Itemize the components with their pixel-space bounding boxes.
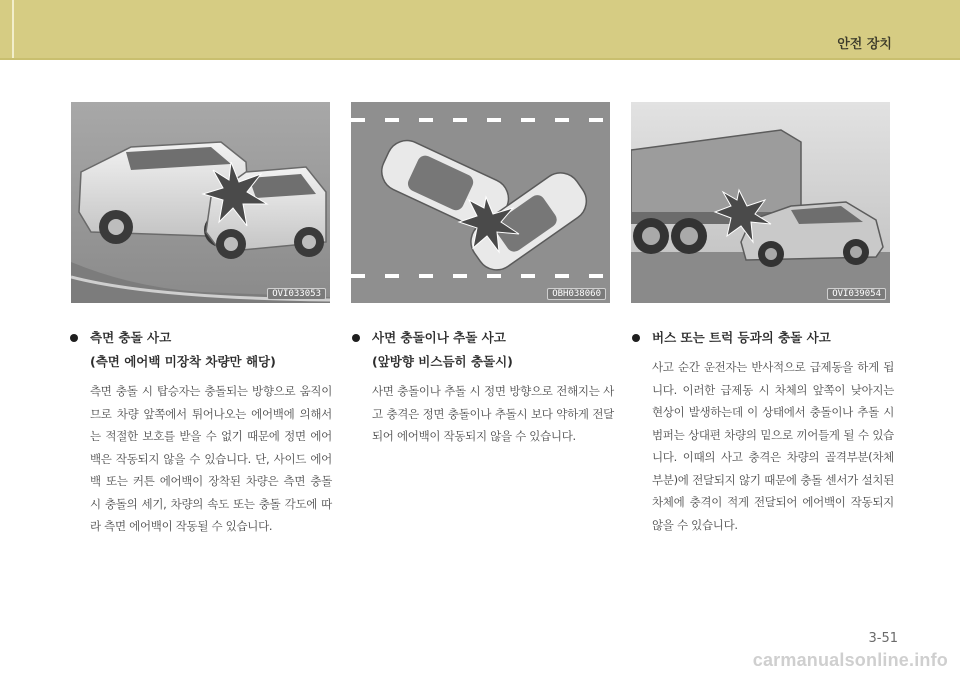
header-band: [0, 0, 960, 58]
figure-side-collision: [71, 102, 330, 303]
truck-collision-illustration: [631, 102, 890, 303]
oblique-collision-illustration: [351, 102, 610, 303]
figure-code: OVI039054: [827, 288, 886, 300]
heading-line-1: 버스 또는 트럭 등과의 충돌 사고: [652, 330, 831, 345]
body-paragraph: 측면 충돌 시 탑승자는 충돌되는 방향으로 움직이므로 차량 앞쪽에서 튀어나오는 에어백에 의해서는 적절한 보호를 받을 수 없기 때문에 정면 에어백은 작동되지 않을 수 있습니다. 단, 사이드 에어백 또는 커튼 에어백이 장착된 차량은 측면 충돌 시 충돌의 세기, 차량의 속도 또는 충돌 각도에 따라 측면 에어백이 작동될 수 있습니다.: [90, 384, 332, 533]
column-oblique-collision: [352, 326, 614, 448]
bullet-icon: [632, 334, 640, 342]
header-margin-rule: [12, 0, 14, 58]
body-paragraph: 사면 충돌이나 추돌 시 정면 방향으로 전해지는 사고 충격은 정면 충돌이나 추돌시 보다 약하게 전달되어 에어백이 작동되지 않을 수 있습니다.: [372, 384, 614, 443]
heading-line-2: (앞방향 비스듬히 충돌시): [372, 354, 513, 369]
section-title: 안전 장치: [837, 37, 892, 52]
heading-line-2: (측면 에어백 미장착 차량만 해당): [90, 354, 276, 369]
column-side-collision: [70, 326, 332, 538]
bullet-icon: [70, 334, 78, 342]
bullet-heading: [352, 326, 614, 374]
bullet-heading: [632, 326, 894, 350]
figure-oblique-collision: [351, 102, 610, 303]
header-underline: [0, 58, 960, 60]
page-number: 3-51: [868, 631, 898, 646]
figure-code: OVI033053: [267, 288, 326, 300]
bullet-heading: [70, 326, 332, 374]
column-truck-collision: [632, 326, 894, 536]
heading-line-1: 측면 충돌 사고: [90, 330, 172, 345]
figure-truck-collision: [631, 102, 890, 303]
heading-line-1: 사면 충돌이나 추돌 사고: [372, 330, 506, 345]
bullet-icon: [352, 334, 360, 342]
body-paragraph: 사고 순간 운전자는 반사적으로 급제동을 하게 됩니다. 이러한 급제동 시 차체의 앞쪽이 낮아지는 현상이 발생하는데 이 상태에서 충돌이나 추돌 시 범퍼는 상대편 차량의 밑으로 끼어들게 될 수 있습니다. 이때의 사고 충격은 차량의 골격부분(차체 부분)에 전달되지 않기 때문에 충돌 센서가 설치된 차체에 충격이 적게 전달되어 에어백이 작동되지 않을 수 있습니다.: [652, 360, 894, 532]
figure-code: OBH038060: [547, 288, 606, 300]
side-collision-illustration: [71, 102, 330, 303]
watermark: carmanualsonline.info: [752, 650, 948, 670]
